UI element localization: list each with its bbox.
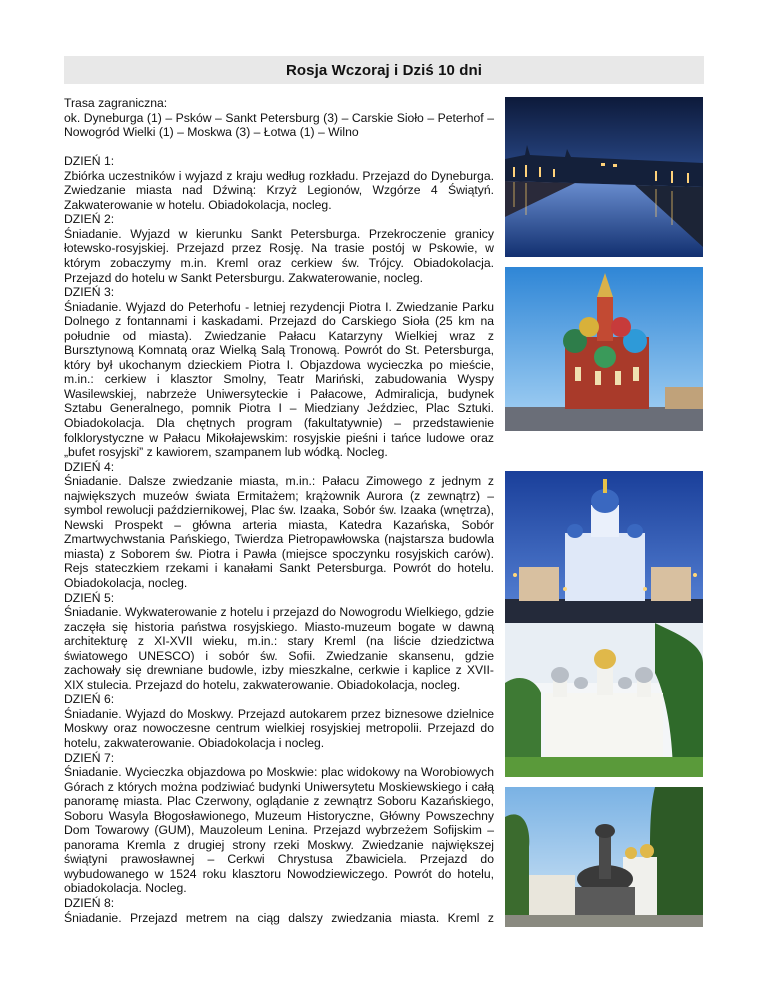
day-7-label: DZIEŃ 7:: [64, 750, 115, 765]
day-7-text: Śniadanie. Wycieczka objazdowa po Moskwie: plac widokowy na Worobiowych Górach z których można podziwiać budynki Uniwersytetu Moskiewskiego i całą panoramę miasta. Plac Czerwony, oglądanie z zewnątrz Soboru Kazańskiego, Soboru Wasyla Błogosławionego, Muzeum Historyczne, Główny Powszechny Dom Towarowy (GUM), Mauzoleum Lenina. Przejazd wybrzeżem Sofijskim – panorama Kremla z drugiej strony rzeki Moskwy. Zwiedzanie największej świątyni prawosławnej – Cerkwi Chrystusa Zbawiciela. Przejazd do wybudowanego w 1524 roku klasztoru Nowodziewiczego. Powrót do hotelu, obiadokolacja. Nocleg.: [64, 765, 494, 896]
day-4-text: Śniadanie. Dalsze zwiedzanie miasta, m.in.: Pałacu Zimowego z jednym z największych muzeów świata Ermitażem; krążownik Aurora (z zewnątrz) – symbol rewolucji październikowej, Plac św. Izaaka, Sobór św. Izaaka (wnętrza), Newski Prospekt – główna arteria miasta, Katedra Kazańska, Sobór Zmartwychwstania Pańskiego, Twierdza Pietropawłowska (najstarsza budowla miasta) z Soborem św. Piotra i Pawła (miejsce spoczynku rosyjskich carów). Rejs stateczkiem rzekami i kanałami Sankt Petersburga. Powrót do hotelu. Obiadokolacja, nocleg.: [64, 474, 494, 590]
day-1-text: Zbiórka uczestników i wyjazd z kraju według rozkładu. Przejazd do Dyneburga. Zwiedzanie miasta nad Dźwiną: Krzyż Legionów, Wzgórze 4 Świątyń. Zakwaterowanie w hotelu. Obiadokolacja, nocleg.: [64, 168, 494, 212]
photo-st-basils: [505, 267, 703, 431]
day-8-text: Śniadanie. Przejazd metrem na ciąg dalszy zwiedzania miasta. Kreml z: [64, 910, 494, 925]
day-2-text: Śniadanie. Wyjazd w kierunku Sankt Petersburga. Przekroczenie granicy łotewsko-rosyjskiej. Przejazd przez Rosję. Na trasie postój w Pskowie, w którym zobaczymy m.in. Kreml oraz cerkiew św. Trójcy. Obiadokolacja. Przejazd do hotelu w Sankt Petersburgu. Zakwaterowanie, nocleg.: [64, 226, 494, 285]
page-title: Rosja Wczoraj i Dziś 10 dni: [285, 62, 483, 79]
route-text: ok. Dyneburga (1) – Psków – Sankt Petersburg (3) – Carskie Sioło – Peterhof – Nowogród Wielki (1) – Moskwa (3) – Łotwa (1) – Wilno: [64, 110, 494, 140]
st-basils-illustration: [505, 267, 703, 431]
smolny-illustration: [505, 471, 703, 623]
photo-smolny: [505, 471, 703, 623]
day-4-label: DZIEŃ 4:: [64, 459, 115, 474]
route-heading: Trasa zagraniczna:: [64, 96, 168, 110]
river-night-illustration: [505, 97, 703, 257]
day-6-text: Śniadanie. Wyjazd do Moskwy. Przejazd autokarem przez biznesowe dzielnice Moskwy oraz nowoczesne centrum wielkiej rosyjskiej metropolii. Przejazd do hotelu, zakwaterowanie. Obiadokolacja i nocleg.: [64, 706, 494, 751]
photo-river-night: [505, 97, 703, 257]
photo-monument: [505, 787, 703, 927]
day-6-label: DZIEŃ 6:: [64, 692, 115, 707]
day-8-label: DZIEŃ 8:: [64, 896, 115, 911]
photo-st-sophia: [505, 623, 703, 777]
day-3-label: DZIEŃ 3:: [64, 285, 115, 300]
day-2-label: DZIEŃ 2:: [64, 212, 115, 227]
monument-illustration: [505, 787, 703, 927]
day-5-text: Śniadanie. Wykwaterowanie z hotelu i przejazd do Nowogrodu Wielkiego, gdzie zaczęła się historia państwa rosyjskiego. Miasto-muzeum bogate w dawną architekturę z XI-XVII wieku, m.in.: stary Kreml (na liście dziedzictwa światowego UNESCO) i sobór św. Sofii. Zwiedzanie skansenu, gdzie zachowały się drewniane budowle, izby mieszkalne, cerkwie i kaplice z XVII-XIX stulecia. Przejazd do hotelu, zakwaterowanie. Obiadokolacja, nocleg.: [64, 605, 494, 692]
title-bar: [64, 56, 704, 84]
day-1-label: DZIEŃ 1:: [64, 154, 115, 169]
day-3-text: Śniadanie. Wyjazd do Peterhofu - letniej rezydencji Piotra I. Zwiedzanie Parku Dolnego z fontannami i kaskadami. Przejazd do Carskiego Sioła (25 km na południe od miasta). Zwiedzanie Pałacu Katarzyny Wielkiej wraz z Bursztynową Komnatą oraz Wielką Salą Tronową. Powrót do St. Petersburga, który był ukochanym dzieckiem Piotra I. Objazdowa wycieczka po mieście, m.in.: cerkiew i klasztor Smolny, Teatr Mariński, zabudowania Wyspy Wasilewskiej, nabrzeże Uniwersyteckie i Pałacowe, Admiralicja, budynek Sztabu Generalnego, pomnik Piotra I – Miedziany Jeździec, Plac Sztuki. Obiadokolacja. Dla chętnych program (fakultatywnie) – przedstawienie folklorystyczne w Pałacu Mikołajewskim: rosyjskie pieśni i tańce ludowe oraz „bufet rosyjski” z kawiorem, szampanem lub wódką. Nocleg.: [64, 299, 494, 460]
day-5-label: DZIEŃ 5:: [64, 590, 115, 605]
itinerary-text: [64, 96, 494, 925]
st-sophia-illustration: [505, 623, 703, 777]
